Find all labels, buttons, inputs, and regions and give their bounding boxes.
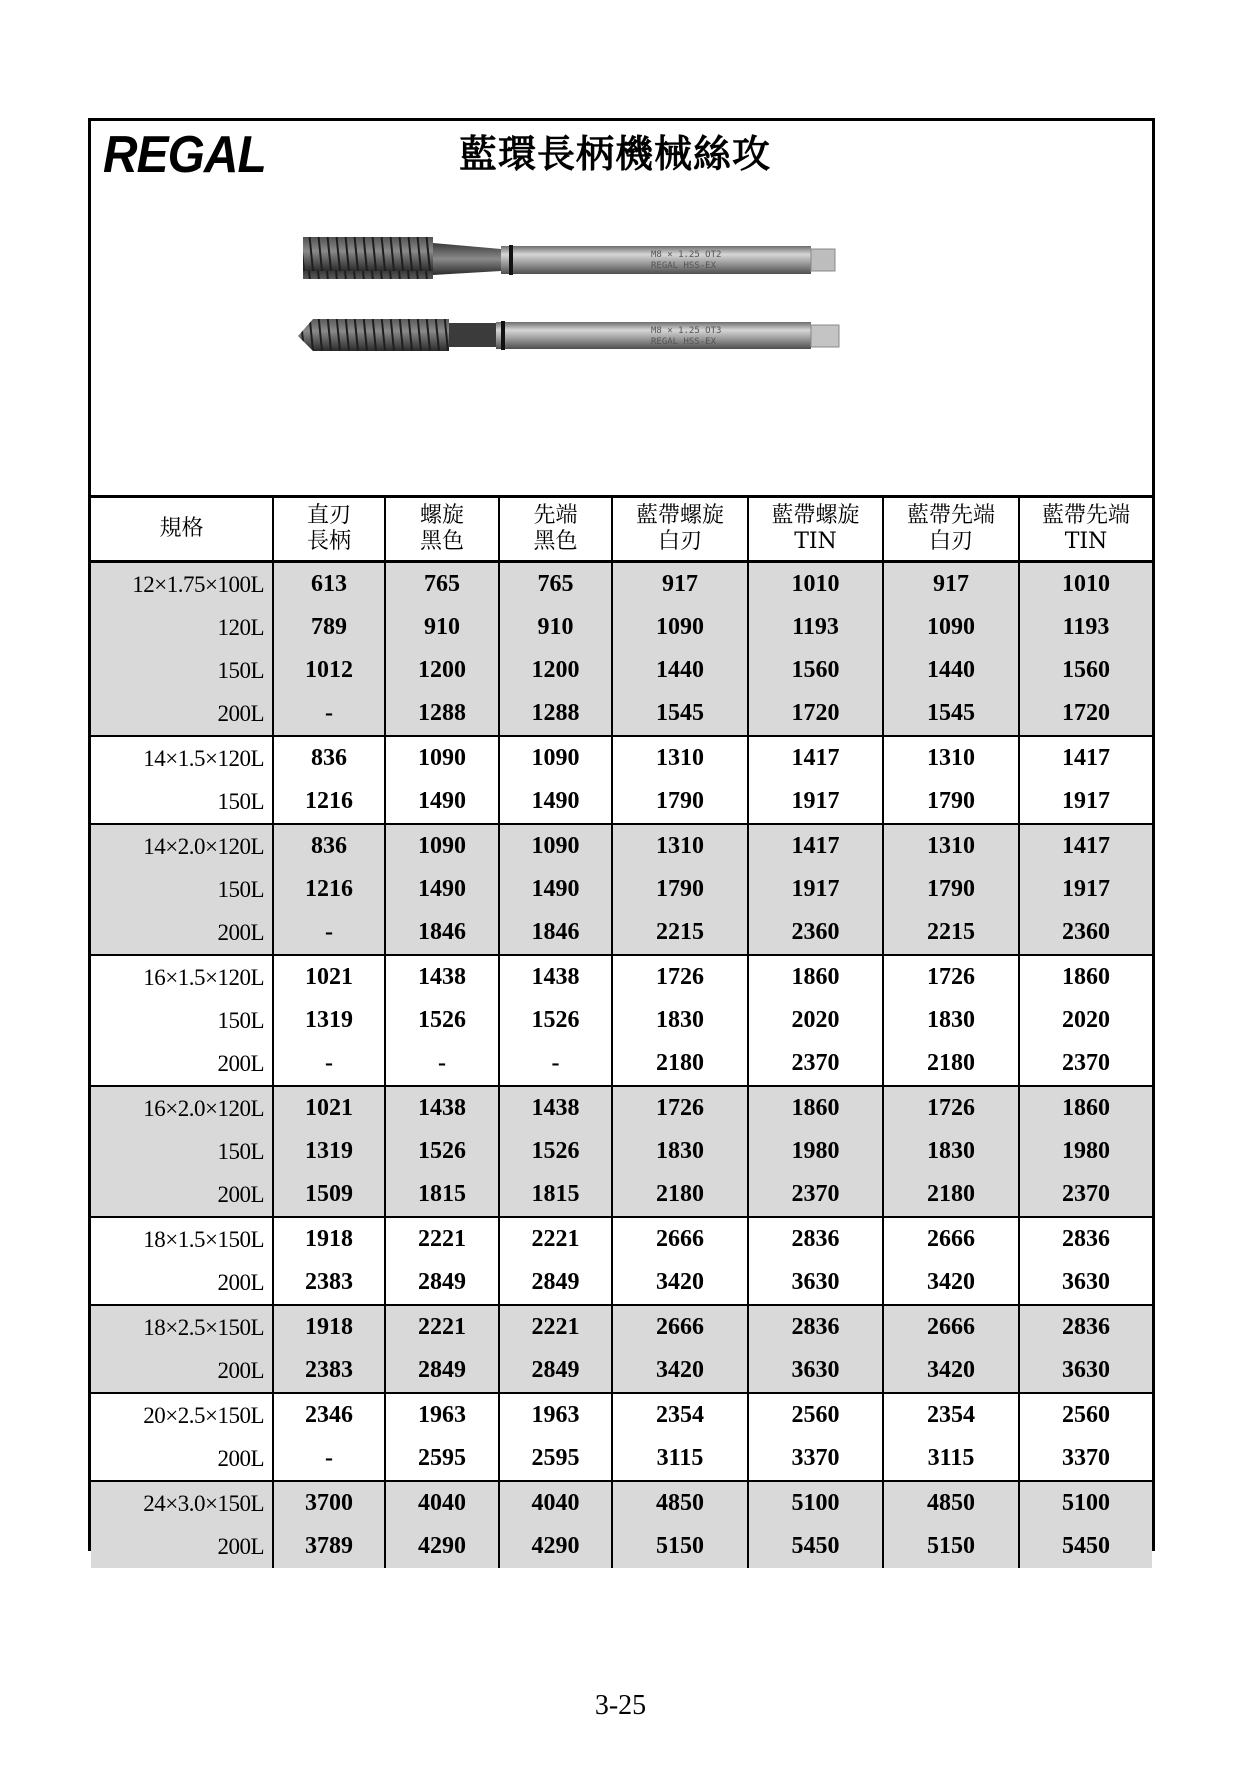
price-cell: 1216	[273, 868, 385, 911]
price-cell: 2595	[499, 1437, 612, 1481]
table-row	[91, 1130, 1152, 1173]
table-row	[91, 780, 1152, 824]
price-cell: 1726	[883, 955, 1019, 999]
column-header-line2: 長柄	[306, 529, 351, 554]
price-cell: 2221	[499, 1217, 612, 1261]
price-cell: 1860	[748, 955, 883, 999]
price-cell: 5150	[612, 1525, 748, 1568]
spec-cell: 24×3.0×150L	[91, 1481, 273, 1525]
price-cell: 3420	[612, 1349, 748, 1393]
column-header	[499, 497, 612, 562]
price-cell: 1021	[273, 1086, 385, 1130]
price-cell: 2560	[1019, 1393, 1152, 1437]
price-cell: 2215	[612, 911, 748, 955]
spec-group	[91, 1086, 1152, 1217]
spec-cell: 16×2.0×120L	[91, 1086, 273, 1130]
price-cell: 2595	[385, 1437, 499, 1481]
price-cell: 2666	[612, 1217, 748, 1261]
spec-cell: 200L	[91, 1525, 273, 1568]
price-cell: 5450	[748, 1525, 883, 1568]
price-cell: 2849	[499, 1349, 612, 1393]
price-cell: -	[385, 1042, 499, 1086]
spec-cell: 150L	[217, 1007, 264, 1033]
table-row	[91, 1042, 1152, 1086]
price-cell: 1417	[748, 736, 883, 780]
table-row	[91, 1086, 1152, 1130]
table-row	[91, 606, 1152, 649]
spec-cell: 120L	[91, 606, 273, 649]
price-cell: 910	[499, 606, 612, 649]
table-row	[91, 1305, 1152, 1349]
price-cell: 4040	[499, 1481, 612, 1525]
price-cell: 1090	[499, 824, 612, 868]
price-cell: 1090	[883, 606, 1019, 649]
price-cell: 2383	[273, 1261, 385, 1305]
price-cell: 1980	[1019, 1130, 1152, 1173]
price-cell: 1963	[385, 1393, 499, 1437]
column-header-line1: 規格	[159, 516, 204, 541]
spec-cell: 200L	[91, 692, 273, 736]
price-cell: 1790	[612, 780, 748, 824]
page-title: 藍環長柄機械絲攻	[459, 131, 772, 176]
price-cell: 1288	[499, 692, 612, 736]
price-cell: 1090	[385, 824, 499, 868]
price-cell: 2360	[748, 911, 883, 955]
price-cell: 1310	[612, 824, 748, 868]
price-cell: 2666	[883, 1305, 1019, 1349]
price-cell: 1490	[385, 780, 499, 824]
price-cell: 1090	[499, 736, 612, 780]
price-cell: 1438	[499, 955, 612, 999]
price-cell: 2836	[748, 1217, 883, 1261]
table-row	[91, 955, 1152, 999]
price-cell: 2360	[1019, 911, 1152, 955]
price-cell: 836	[273, 824, 385, 868]
price-cell: 1726	[612, 1086, 748, 1130]
price-cell: 1918	[273, 1305, 385, 1349]
price-cell: -	[273, 1042, 385, 1086]
column-header	[273, 497, 385, 562]
price-cell: 2354	[612, 1393, 748, 1437]
table-row	[91, 868, 1152, 911]
column-header-line2: 白刃	[657, 529, 702, 554]
price-cell: 1200	[385, 649, 499, 692]
price-cell: 2370	[1019, 1173, 1152, 1217]
price-cell: 5100	[1019, 1481, 1152, 1525]
price-cell: 2180	[883, 1042, 1019, 1086]
price-cell: 3420	[612, 1261, 748, 1305]
column-header	[748, 497, 883, 562]
price-cell: 2180	[612, 1173, 748, 1217]
column-header-line1: 先端	[533, 503, 578, 528]
price-cell: 1021	[273, 955, 385, 999]
price-cell: 1846	[385, 911, 499, 955]
column-header	[91, 497, 273, 562]
price-cell: 4850	[612, 1481, 748, 1525]
spec-cell: 16×1.5×120L	[143, 964, 264, 990]
price-cell: 1526	[499, 1130, 612, 1173]
price-cell: 910	[385, 606, 499, 649]
price-cell: 2849	[499, 1261, 612, 1305]
price-cell: 1860	[1019, 955, 1152, 999]
price-cell: 1440	[883, 649, 1019, 692]
price-cell: 1310	[612, 736, 748, 780]
price-cell: 2836	[748, 1305, 883, 1349]
column-header-line2: TIN	[1064, 529, 1108, 554]
price-cell: 1720	[748, 692, 883, 736]
price-cell: 3370	[1019, 1437, 1152, 1481]
price-cell: 1917	[1019, 780, 1152, 824]
price-cell: 3115	[883, 1437, 1019, 1481]
spec-cell: 150L	[91, 1130, 273, 1173]
price-cell: 1090	[612, 606, 748, 649]
column-header-line2: TIN	[794, 529, 837, 554]
tap-marking-top-2: REGAL HSS-EX	[651, 261, 717, 271]
table-row	[91, 999, 1152, 1042]
price-cell: 1417	[1019, 736, 1152, 780]
price-cell: -	[499, 1042, 612, 1086]
price-cell: 613	[273, 562, 385, 607]
price-cell: 917	[883, 562, 1019, 607]
price-cell: 3700	[273, 1481, 385, 1525]
price-cell: 3630	[1019, 1261, 1152, 1305]
price-cell: 2666	[883, 1217, 1019, 1261]
spec-cell: 150L	[91, 649, 273, 692]
price-cell: 1545	[883, 692, 1019, 736]
price-cell: 1438	[385, 1086, 499, 1130]
product-photo	[91, 191, 1152, 491]
spec-group	[91, 955, 1152, 1086]
price-cell: 917	[612, 562, 748, 607]
price-cell: 4850	[883, 1481, 1019, 1525]
brand-logo: REGAL	[103, 126, 266, 184]
price-cell: 3420	[883, 1261, 1019, 1305]
price-cell: 2020	[1019, 999, 1152, 1042]
column-header-line2: 白刃	[928, 529, 973, 554]
spec-cell: 20×2.5×150L	[143, 1402, 264, 1428]
spec-cell: 18×1.5×150L	[143, 1226, 264, 1252]
price-cell: 1830	[883, 1130, 1019, 1173]
spec-group	[91, 1217, 1152, 1305]
column-header	[883, 497, 1019, 562]
price-cell: -	[273, 1437, 385, 1481]
tap-marking-bottom-2: REGAL HSS-EX	[651, 337, 717, 347]
price-cell: 2221	[385, 1305, 499, 1349]
column-header	[1019, 497, 1152, 562]
spec-group	[91, 1305, 1152, 1393]
price-cell: 1917	[748, 780, 883, 824]
price-cell: -	[273, 911, 385, 955]
spec-group	[91, 824, 1152, 955]
price-cell: 1490	[499, 868, 612, 911]
price-cell: 4290	[385, 1525, 499, 1568]
price-cell: 2560	[748, 1393, 883, 1437]
price-cell: 2020	[748, 999, 883, 1042]
column-header-line1: 藍帶螺旋	[771, 503, 860, 528]
spec-cell: 200L	[217, 1445, 264, 1471]
table-row	[91, 692, 1152, 736]
spec-group	[91, 1481, 1152, 1568]
price-cell: 1417	[748, 824, 883, 868]
price-cell: 3789	[273, 1525, 385, 1568]
price-cell: 1726	[883, 1086, 1019, 1130]
spec-cell: 14×1.5×120L	[143, 745, 264, 771]
price-cell: 1726	[612, 955, 748, 999]
price-cell: 1846	[499, 911, 612, 955]
price-cell: 1216	[273, 780, 385, 824]
price-cell: 1310	[883, 824, 1019, 868]
price-cell: 836	[273, 736, 385, 780]
price-cell: 2346	[273, 1393, 385, 1437]
price-cell: 3115	[612, 1437, 748, 1481]
spec-cell: 150L	[217, 788, 264, 814]
price-cell: 1918	[273, 1217, 385, 1261]
price-cell: 1980	[748, 1130, 883, 1173]
price-cell: 3370	[748, 1437, 883, 1481]
price-cell: 1438	[385, 955, 499, 999]
column-header	[385, 497, 499, 562]
spec-cell: 200L	[91, 911, 273, 955]
price-cell: 1963	[499, 1393, 612, 1437]
spec-group	[91, 736, 1152, 824]
price-cell: 1560	[1019, 649, 1152, 692]
column-header-line2: 黑色	[419, 529, 464, 554]
price-cell: 5100	[748, 1481, 883, 1525]
price-cell: 2370	[748, 1173, 883, 1217]
spec-group	[91, 562, 1152, 737]
price-cell: 2849	[385, 1261, 499, 1305]
price-cell: 1310	[883, 736, 1019, 780]
price-cell: 1560	[748, 649, 883, 692]
price-cell: 1090	[385, 736, 499, 780]
table-row	[91, 1261, 1152, 1305]
column-header-line1: 直刃	[306, 503, 351, 528]
price-cell: 1440	[612, 649, 748, 692]
spec-cell: 150L	[91, 868, 273, 911]
price-cell: 1193	[748, 606, 883, 649]
price-cell: 3630	[1019, 1349, 1152, 1393]
price-cell: 1288	[385, 692, 499, 736]
price-cell: 1319	[273, 1130, 385, 1173]
spec-cell: 200L	[217, 1050, 264, 1076]
price-cell: 1790	[883, 868, 1019, 911]
price-cell: 2215	[883, 911, 1019, 955]
table-row	[91, 1393, 1152, 1437]
table-header-row	[91, 497, 1152, 562]
price-cell: 1860	[1019, 1086, 1152, 1130]
catalog-frame	[88, 118, 1155, 1559]
price-cell: 2180	[883, 1173, 1019, 1217]
price-cell: 1526	[499, 999, 612, 1042]
table-row	[91, 562, 1152, 607]
price-cell: 2836	[1019, 1305, 1152, 1349]
price-cell: 765	[499, 562, 612, 607]
price-cell: 1830	[883, 999, 1019, 1042]
table-row	[91, 649, 1152, 692]
column-header-line1: 藍帶螺旋	[635, 503, 724, 528]
price-cell: -	[273, 692, 385, 736]
price-cell: 1010	[748, 562, 883, 607]
price-cell: 2849	[385, 1349, 499, 1393]
spec-cell: 200L	[91, 1173, 273, 1217]
price-cell: 4040	[385, 1481, 499, 1525]
spec-cell: 12×1.75×100L	[91, 562, 273, 607]
price-cell: 4290	[499, 1525, 612, 1568]
price-cell: 1200	[499, 649, 612, 692]
price-cell: 1490	[499, 780, 612, 824]
price-cell: 2836	[1019, 1217, 1152, 1261]
price-cell: 1830	[612, 999, 748, 1042]
spec-cell: 18×2.5×150L	[91, 1305, 273, 1349]
spiral-flute-tap-image	[303, 237, 835, 279]
spec-group	[91, 1393, 1152, 1481]
price-cell: 1319	[273, 999, 385, 1042]
price-cell: 3420	[883, 1349, 1019, 1393]
price-cell: 789	[273, 606, 385, 649]
price-cell: 1720	[1019, 692, 1152, 736]
price-cell: 3630	[748, 1349, 883, 1393]
price-cell: 2370	[1019, 1042, 1152, 1086]
column-header-line1: 藍帶先端	[1041, 503, 1130, 528]
column-header-line1: 螺旋	[419, 503, 464, 528]
price-cell: 2221	[385, 1217, 499, 1261]
column-header-line2: 黑色	[533, 529, 578, 554]
price-cell: 1193	[1019, 606, 1152, 649]
price-cell: 1509	[273, 1173, 385, 1217]
price-cell: 3630	[748, 1261, 883, 1305]
table-row	[91, 1481, 1152, 1525]
price-cell: 1526	[385, 999, 499, 1042]
price-cell: 1790	[883, 780, 1019, 824]
price-cell: 2180	[612, 1042, 748, 1086]
price-cell: 2354	[883, 1393, 1019, 1437]
price-cell: 1012	[273, 649, 385, 692]
price-cell: 1526	[385, 1130, 499, 1173]
table-row	[91, 1173, 1152, 1217]
price-cell: 1438	[499, 1086, 612, 1130]
price-cell: 2221	[499, 1305, 612, 1349]
price-cell: 1490	[385, 868, 499, 911]
spec-cell: 14×2.0×120L	[91, 824, 273, 868]
price-cell: 1417	[1019, 824, 1152, 868]
price-cell: 5150	[883, 1525, 1019, 1568]
price-cell: 1010	[1019, 562, 1152, 607]
table-row	[91, 1349, 1152, 1393]
price-cell: 1830	[612, 1130, 748, 1173]
table-row	[91, 1217, 1152, 1261]
tap-marking-top-1: M8 × 1.25 OT2	[651, 250, 722, 260]
price-cell: 1815	[385, 1173, 499, 1217]
spiral-point-tap-image	[298, 319, 839, 351]
price-cell: 1545	[612, 692, 748, 736]
price-cell: 1815	[499, 1173, 612, 1217]
table-row	[91, 824, 1152, 868]
table-row	[91, 736, 1152, 780]
table-row	[91, 1437, 1152, 1481]
price-cell: 2383	[273, 1349, 385, 1393]
price-table	[91, 495, 1152, 1568]
price-cell: 1860	[748, 1086, 883, 1130]
spec-cell: 200L	[91, 1349, 273, 1393]
price-cell: 765	[385, 562, 499, 607]
column-header-line1: 藍帶先端	[906, 503, 995, 528]
price-cell: 1790	[612, 868, 748, 911]
price-cell: 1917	[748, 868, 883, 911]
column-header	[612, 497, 748, 562]
table-row	[91, 1525, 1152, 1568]
table-row	[91, 911, 1152, 955]
spec-cell: 200L	[217, 1269, 264, 1295]
price-cell: 2370	[748, 1042, 883, 1086]
price-cell: 2666	[612, 1305, 748, 1349]
price-cell: 1917	[1019, 868, 1152, 911]
page-number: 3-25	[594, 1690, 647, 1721]
price-cell: 5450	[1019, 1525, 1152, 1568]
tap-marking-bottom-1: M8 × 1.25 OT3	[651, 326, 722, 336]
